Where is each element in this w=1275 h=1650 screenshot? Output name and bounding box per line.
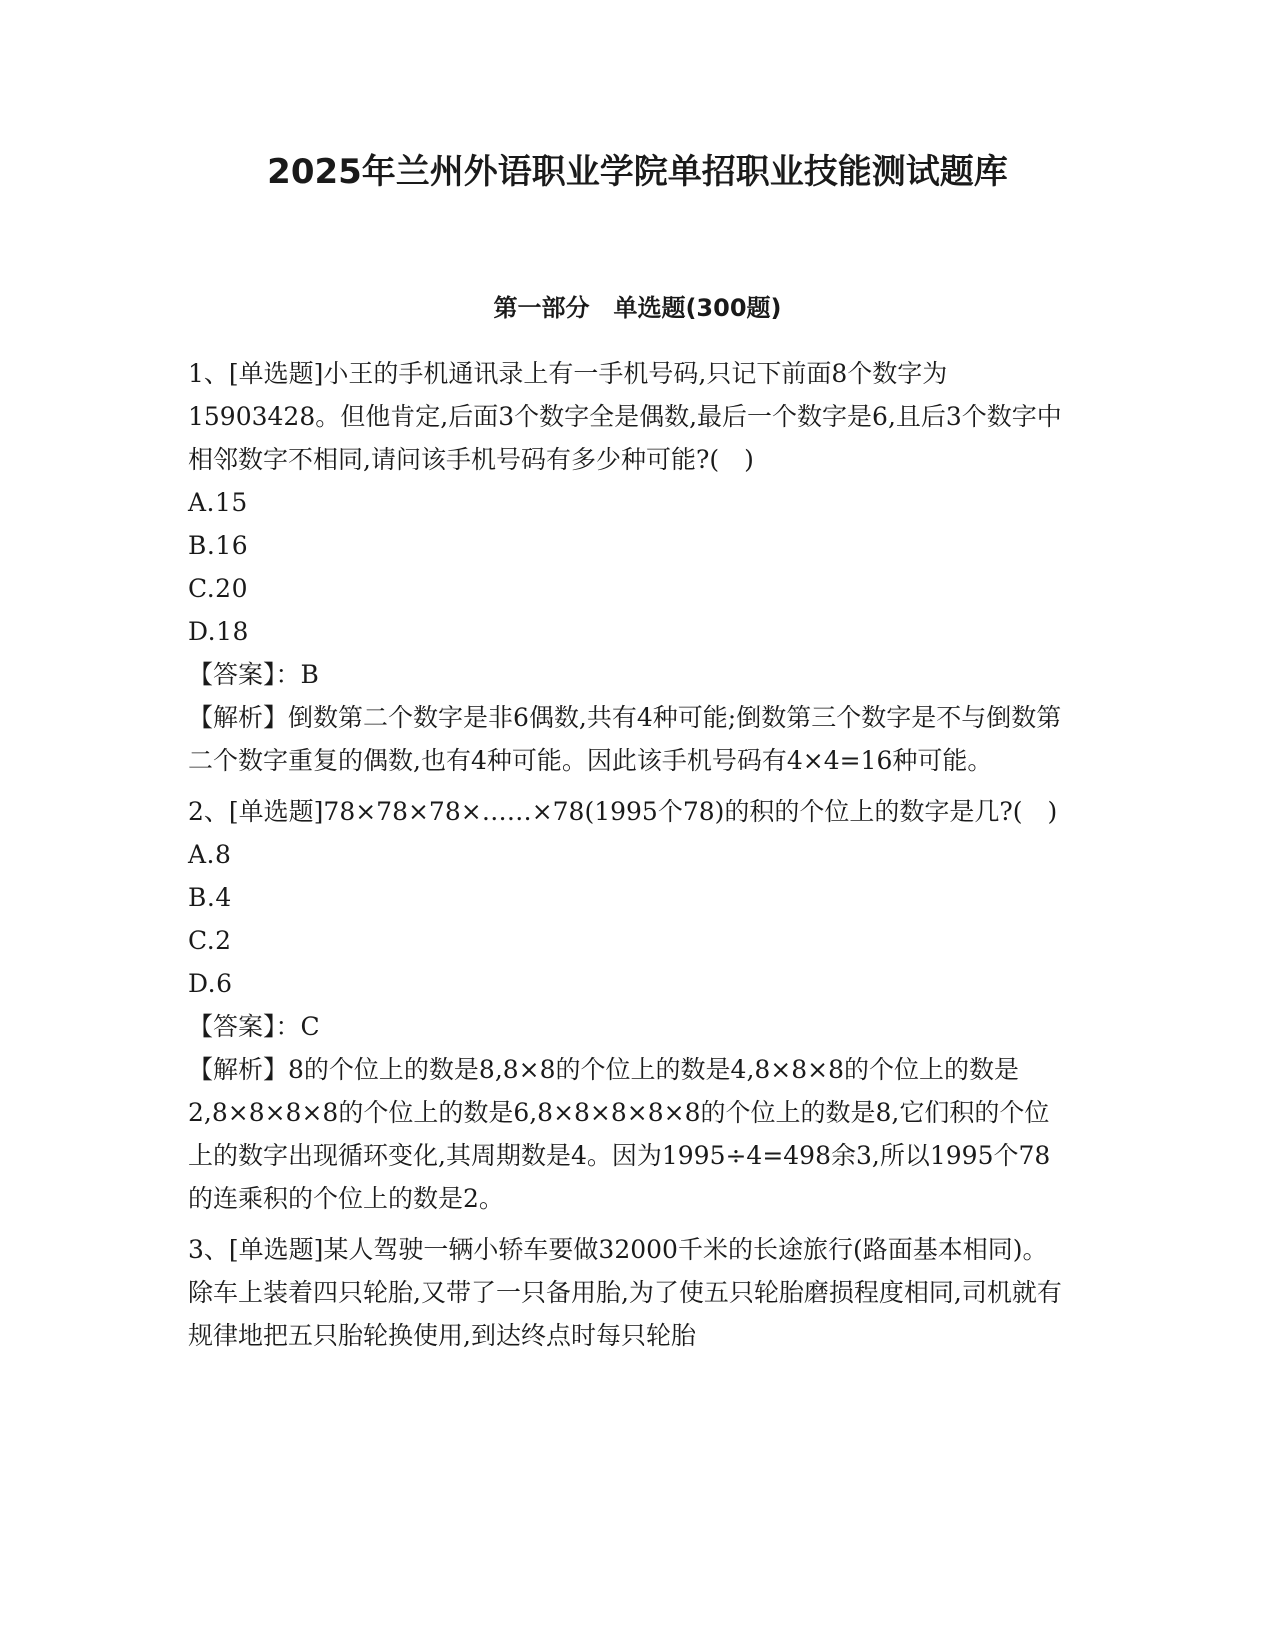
question-stem: 2、[单选题]78×78×78×……×78(1995个78)的积的个位上的数字是几?( ) [188,797,1058,826]
analysis-text: 倒数第二个数字是非6偶数,共有4种可能;倒数第三个数字是不与倒数第二个数字重复的偶数,也有4种可能。因此该手机号码有4×4=16种可能。 [188,703,1062,775]
analysis-label: 【解析】 [188,703,289,732]
question-1 [188,352,1068,782]
analysis-line [188,1048,1068,1220]
answer-value: C [300,1012,320,1041]
question-list [188,352,1068,1365]
answer-line [188,653,1068,696]
option-c: C.2 [188,926,232,955]
answer-line [188,1005,1068,1048]
answer-label: 【答案】： [188,1012,301,1041]
analysis-text: 8的个位上的数是8,8×8的个位上的数是4,8×8×8的个位上的数是2,8×8×8×8的个位上的数是6,8×8×8×8×8的个位上的数是8,它们积的个位上的数字出现循环变化,其周期数是4。因为1995÷4=498余3,所以1995个78的连乘积的个位上的数是2。 [188,1055,1051,1213]
option-b: B.16 [188,531,249,560]
analysis-label: 【解析】 [188,1055,289,1084]
question-2 [188,790,1068,1220]
option-d: D.6 [188,969,233,998]
option-a: A.8 [188,840,232,869]
option-b: B.4 [188,883,232,912]
analysis-line [188,696,1068,782]
section-title: 第一部分 单选题(300题) [493,294,782,322]
option-c: C.20 [188,574,248,603]
option-d: D.18 [188,617,249,646]
question-stem: 3、[单选题]某人驾驶一辆小轿车要做32000千米的长途旅行(路面基本相同)。除车上装着四只轮胎,又带了一只备用胎,为了使五只轮胎磨损程度相同,司机就有规律地把五只胎轮换使用,到达终点时每只轮胎 [188,1235,1062,1350]
document-title: 2025年兰州外语职业学院单招职业技能测试题库 [267,152,1008,192]
question-3 [188,1228,1068,1357]
question-stem: 1、[单选题]小王的手机通讯录上有一手机号码,只记下前面8个数字为15903428。但他肯定,后面3个数字全是偶数,最后一个数字是6,且后3个数字中相邻数字不相同,请问该手机号码有多少种可能?( ) [188,359,1062,474]
answer-label: 【答案】： [188,660,301,689]
answer-value: B [300,660,319,689]
option-a: A.15 [188,488,248,517]
